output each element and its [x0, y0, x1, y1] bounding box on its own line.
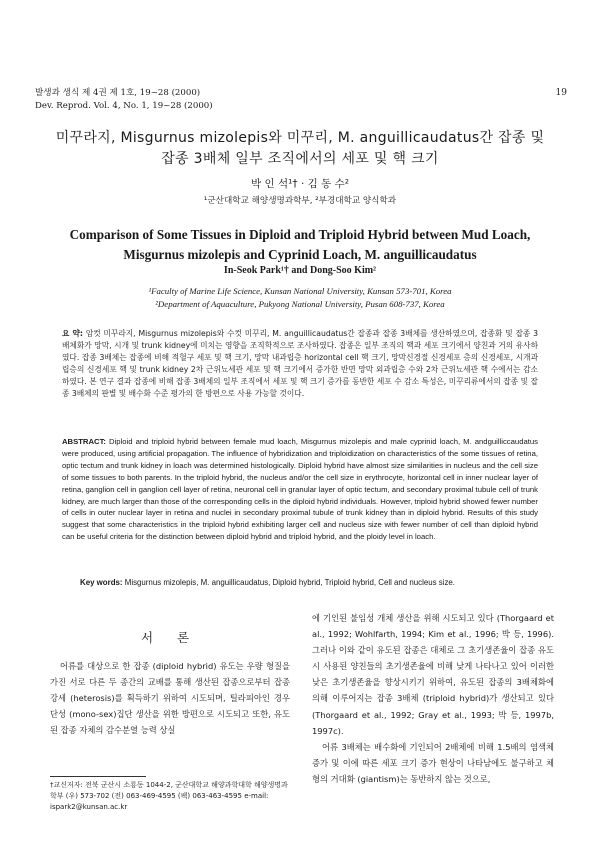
english-title-line-2: Misgurnus mizolepis and Cyprinid Loach, M. anguillicaudatus [123, 247, 477, 262]
english-abstract-label: ABSTRACT: [62, 437, 106, 446]
english-abstract [62, 436, 538, 543]
intro-paragraph-1: 어류를 대상으로 한 잡종 (diploid hybrid) 유도는 우량 형질을 가진 서로 다른 두 종간의 교배를 통해 생산된 잡종으로부터 잡종강세 (heterosis)를 획득하기 위하여 시도되며, 틸라피아인 경우 단성 (mono-sex)집단 생산을 위한 방편으로 시도되고 또한, 유도된 잡종 자체의 감수분열 능력 상실 [50, 661, 290, 736]
korean-title [40, 128, 560, 170]
english-authors: In-Seok Park¹† and Dong-Soo Kim² [223, 265, 377, 276]
right-column [312, 610, 554, 787]
english-title [30, 225, 570, 265]
corresponding-author-footnote: †교신저자: 전북 군산시 소룡동 1044-2, 군산대학교 해양과학대학 해양생명과학부 (우) 573-702 (전) 063-469-4595 (팩) 063-463-4595 e-mail: ispark2@kunsan.ac.kr [50, 781, 288, 812]
keywords [80, 578, 538, 587]
korean-authors: 박 인 석¹† · 김 동 수² [251, 178, 349, 190]
affiliation-2: ²Department of Aquaculture, Pukyong National University, Pusan 608-737, Korea [155, 298, 445, 309]
korean-abstract-text: 암컷 미꾸라지, Misgurnus mizolepis와 수컷 미꾸리, M. anguillicaudatus간 잡종과 잡종 3배체를 생산하였으며, 잡종화 및 잡종 3배체화가 망막, 시개 및 trunk kidney에 미치는 영향을 조직학적으로 조사하였다. 잡종은 일부 조직의 핵과 세포 크기에서 양친과 거의 유사하였다. 잡종 3배체는 잡종에 비해 적혈구 세포 및 핵 크기, 망막 내과립층 horizontal cell 핵 크기, 망막신경절 신경세포 층의 신경세포, 시개과립층의 신경세포 핵 및 trunk kidney 2차 근위뇨세관 세포 및 핵 크기에서 증가한 반면 망막 외과립층 수와 2차 근위뇨세관 핵 수에서는 감소하였다. 본 연구 결과 잡종에 비해 잡종 3배체의 일부 조직에서 세포 및 핵 크기 증가를 동반한 세포 수 감소 특성은, 미꾸리류에서의 잡종 및 잡종 3배체의 판별 및 배수화 수준 평가의 한 방편으로 사용 가능할 것이다. [62, 329, 538, 398]
english-title-line-1: Comparison of Some Tissues in Diploid and Triploid Hybrid between Mud Loach, [69, 227, 531, 242]
journal-citation-en: Dev. Reprod. Vol. 4, No. 1, 19~28 (2000) [35, 101, 213, 111]
korean-title-line-2: 잡종 3배체 일부 조직에서의 세포 및 핵 크기 [161, 151, 439, 167]
korean-abstract [62, 328, 538, 399]
left-column [50, 620, 290, 738]
keywords-label: Key words: [80, 578, 123, 587]
intro-paragraph-2: 어류 3배체는 배수화에 기인되어 2배체에 비해 1.5배의 염색체 증가 및 이에 따른 세포 크기 증가 현상이 나타남에도 불구하고 체형의 거대화 (giantism)는 동반하지 않는 것으로, [312, 741, 554, 784]
korean-title-line-1: 미꾸라지, Misgurnus mizolepis와 미꾸리, M. anguillicaudatus간 잡종 및 [55, 130, 545, 146]
korean-affiliations: ¹군산대학교 해양생명과학부, ²부경대학교 양식학과 [203, 196, 397, 206]
korean-abstract-label: 요 약: [62, 329, 83, 338]
section-heading-introduction: 서 론 [140, 630, 200, 645]
english-abstract-text: Diploid and triploid hybrid between female mud loach, Misgurnus mizolepis and male cyprinid loach, M. andguilliccaudatus were produced, using artificial propagation. The influence of hybridization and triploidization on characteristics of the some tissues of retina, optic tectum and trunk kidney in loach was determined histologically. Diploid hybrid have almost size similarities in nucleus and the cell size of some tissues to both parents. In the triploid hybrid, the nucleus and/or the cell size in erythrocyte, horizontal cell in inner nuclear layer of retina, ganglion cell in ganglion cell layer of retina, neuronal cell in granular layer of optic tectum, and secondary proximal tubule cell of trunk kidney, are much larger than those of the corresponding cells in the diploid hybrid individuals. However, triploid hybrid showed fewer number of cells in outer nuclear layer in retina and nuclei in secondary proximal tubule of trunk kidney than in diploid hybrid. Results of this study suggest that some characteristics in the triploid hybrid exhibiting larger cell and nucleus size with fewer number of cell than diploid hybrid can be useful criteria for the distinction between diploid hybrid and triploid hybrid, and the ploidy level in loach. [62, 437, 538, 542]
intro-paragraph-1-continued: 에 기인된 불임성 개체 생산을 위해 시도되고 있다 (Thorgaard et al., 1992; Wohlfarth, 1994; Kim et al., 1996; 박 등, 1996). 그러나 이와 같이 유도된 잡종은 대체로 그 초기생존율이 잡종 유도시 사용된 양친들의 초기생존율에 비해 낮게 나타나고 있어 이러한 낮은 초기생존율을 향상시키기 위하여, 유도된 잡종의 3배체화에 의해 이루어지는 잡종 3배체 (triploid hybrid)가 생산되고 있다 (Thorgaard et al., 1992; Gray et al., 1993; 박 등, 1997b, 1997c). [312, 613, 554, 736]
english-affiliations [0, 285, 600, 310]
journal-citation-kr: 발생과 생식 제 4권 제 1호, 19~28 (2000) [35, 88, 201, 98]
footnote-divider [50, 776, 146, 777]
keywords-text: Misgurnus mizolepis, M. anguillicaudatus, Diploid hybrid, Triploid hybrid, Cell and nucleus size. [124, 578, 455, 587]
page-number: 19 [555, 88, 567, 98]
journal-citation [35, 87, 213, 113]
affiliation-1: ¹Faculty of Marine Life Science, Kunsan National University, Kunsan 573-701, Korea [148, 286, 452, 296]
